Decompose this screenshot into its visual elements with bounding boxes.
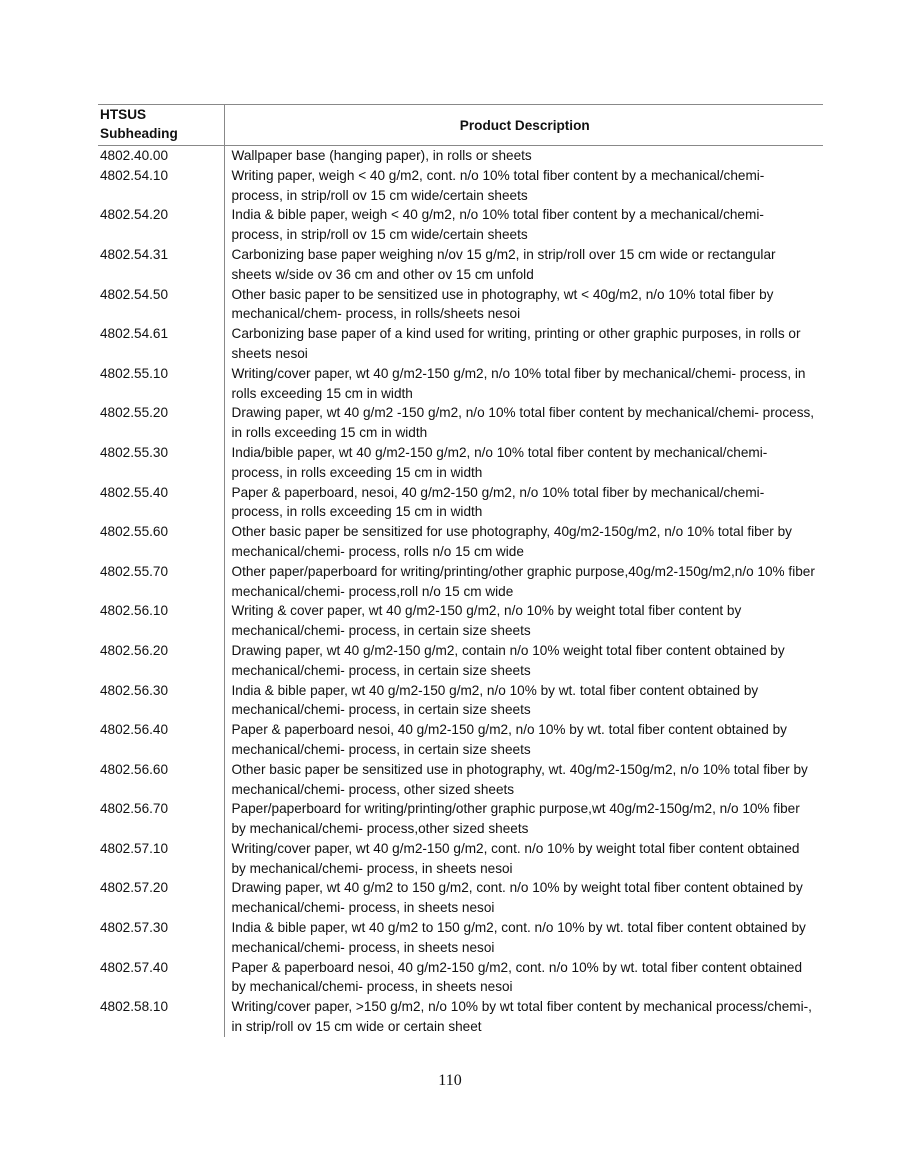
subheading-code: 4802.55.30 xyxy=(98,443,224,483)
subheading-code: 4802.56.30 xyxy=(98,681,224,721)
subheading-code: 4802.57.10 xyxy=(98,839,224,879)
table-row xyxy=(98,443,823,483)
table-row xyxy=(98,681,823,721)
product-description: Paper & paperboard, nesoi, 40 g/m2-150 g/m2, n/o 10% total fiber by mechanical/chemi- process, in rolls exceeding 15 cm in width xyxy=(231,484,765,520)
table-row xyxy=(98,146,823,166)
table-row xyxy=(98,562,823,602)
subheading-code: 4802.57.40 xyxy=(98,958,224,998)
table-header xyxy=(98,105,823,146)
product-description: India & bible paper, weigh < 40 g/m2, n/o 10% total fiber content by a mechanical/chemi- process, in strip/roll ov 15 cm wide/certain sheets xyxy=(231,207,764,243)
table-row xyxy=(98,522,823,562)
product-description: India & bible paper, wt 40 g/m2-150 g/m2, n/o 10% by wt. total fiber content obtained by mechanical/chemi- process, in certain size sheets xyxy=(231,682,759,718)
subheading-code: 4802.54.31 xyxy=(98,245,224,285)
table-row xyxy=(98,839,823,879)
subheading-code: 4802.55.40 xyxy=(98,483,224,523)
product-description: India & bible paper, wt 40 g/m2 to 150 g/m2, cont. n/o 10% by wt. total fiber content obtained by mechanical/chemi- process, in sheets nesoi xyxy=(231,920,806,955)
subheading-code: 4802.54.61 xyxy=(98,324,224,364)
product-description: Paper & paperboard nesoi, 40 g/m2-150 g/m2, n/o 10% by wt. total fiber content obtained by mechanical/chemi- process, in certain size sheets xyxy=(231,722,787,757)
table-row xyxy=(98,245,823,285)
product-description: Other basic paper be sensitized use in photography, wt. 40g/m2-150g/m2, n/o 10% total fiber by mechanical/chemi- process, other sized sheets xyxy=(231,761,808,797)
header-product-description: Product Description xyxy=(459,117,590,133)
table-row xyxy=(98,720,823,760)
product-description: Drawing paper, wt 40 g/m2 to 150 g/m2, cont. n/o 10% by weight total fiber content obtained by mechanical/chemi- process, in sheets nesoi xyxy=(231,880,803,916)
table-row xyxy=(98,403,823,443)
subheading-code: 4802.56.60 xyxy=(98,760,224,800)
table-row xyxy=(98,166,823,206)
subheading-code: 4802.57.20 xyxy=(98,878,224,918)
subheading-code: 4802.40.00 xyxy=(98,146,224,166)
product-description: Paper/paperboard for writing/printing/other graphic purpose,wt 40g/m2-150g/m2, n/o 10% fiber by mechanical/chemi- process,other sized sheets xyxy=(231,801,800,837)
product-description: Paper & paperboard nesoi, 40 g/m2-150 g/m2, cont. n/o 10% by wt. total fiber content obtained by mechanical/chemi- process, in sheets nesoi xyxy=(231,959,803,995)
subheading-code: 4802.55.10 xyxy=(98,364,224,404)
htsus-table xyxy=(98,104,823,1037)
subheading-code: 4802.56.70 xyxy=(98,799,224,839)
table-row xyxy=(98,997,823,1037)
subheading-code: 4802.56.20 xyxy=(98,641,224,681)
product-description: Drawing paper, wt 40 g/m2 -150 g/m2, n/o 10% total fiber content by mechanical/chemi- process, in rolls exceeding 15 cm in width xyxy=(231,405,815,441)
subheading-code: 4802.56.40 xyxy=(98,720,224,760)
subheading-code: 4802.55.70 xyxy=(98,562,224,602)
product-description: Other paper/paperboard for writing/printing/other graphic purpose,40g/m2-150g/m2,n/o 10% fiber mechanical/chemi- process,roll n/o 15 cm wide xyxy=(231,563,815,599)
product-description: Wallpaper base (hanging paper), in rolls or sheets xyxy=(231,148,532,163)
table-row xyxy=(98,760,823,800)
table-row xyxy=(98,601,823,641)
subheading-code: 4802.54.50 xyxy=(98,285,224,325)
product-description: Writing/cover paper, >150 g/m2, n/o 10% by wt total fiber content by mechanical process/chemi-, in strip/roll ov 15 cm wide or certain sheet xyxy=(231,999,812,1035)
table-row xyxy=(98,958,823,998)
product-description: Other basic paper be sensitized for use photography, 40g/m2-150g/m2, n/o 10% total fiber by mechanical/chemi- process, rolls n/o 15 cm wide xyxy=(231,524,792,559)
product-description: Writing/cover paper, wt 40 g/m2-150 g/m2, cont. n/o 10% by weight total fiber content obtained by mechanical/chemi- process, in sheets nesoi xyxy=(231,840,800,876)
header-htsus-subheading: HTSUS Subheading xyxy=(98,105,224,146)
table-row xyxy=(98,878,823,918)
product-description: Other basic paper to be sensitized use in photography, wt < 40g/m2, n/o 10% total fiber by mechanical/chem- process, in rolls/sheets nesoi xyxy=(231,286,774,322)
product-description: Writing/cover paper, wt 40 g/m2-150 g/m2, n/o 10% total fiber by mechanical/chemi- process, in rolls exceeding 15 cm in width xyxy=(231,365,806,401)
table-row xyxy=(98,799,823,839)
table-row xyxy=(98,285,823,325)
subheading-code: 4802.57.30 xyxy=(98,918,224,958)
table-row xyxy=(98,483,823,523)
product-description: Carbonizing base paper of a kind used for writing, printing or other graphic purposes, in rolls or sheets nesoi xyxy=(231,326,801,361)
subheading-code: 4802.55.20 xyxy=(98,403,224,443)
product-description: Carbonizing base paper weighing n/ov 15 g/m2, in strip/roll over 15 cm wide or rectangular sheets w/side ov 36 cm and other ov 15 cm unfold xyxy=(231,246,776,282)
subheading-code: 4802.56.10 xyxy=(98,601,224,641)
product-description: Drawing paper, wt 40 g/m2-150 g/m2, contain n/o 10% weight total fiber content obtained by mechanical/chemi- process, in certain size sheets xyxy=(231,642,785,678)
table-row xyxy=(98,641,823,681)
subheading-code: 4802.55.60 xyxy=(98,522,224,562)
table-row xyxy=(98,364,823,404)
subheading-code: 4802.54.10 xyxy=(98,166,224,206)
table-row xyxy=(98,324,823,364)
product-description: India/bible paper, wt 40 g/m2-150 g/m2, n/o 10% total fiber content by mechanical/chemi- process, in rolls exceeding 15 cm in width xyxy=(231,444,768,480)
table-row xyxy=(98,205,823,245)
product-description: Writing paper, weigh < 40 g/m2, cont. n/o 10% total fiber content by a mechanical/chemi- process, in strip/roll ov 15 cm wide/certain sheets xyxy=(231,167,765,203)
table-body xyxy=(98,146,823,1037)
table-row xyxy=(98,918,823,958)
product-description: Writing & cover paper, wt 40 g/m2-150 g/m2, n/o 10% by weight total fiber content by mechanical/chemi- process, in certain size sheets xyxy=(231,603,742,639)
page-number: 110 xyxy=(438,1072,462,1089)
document-page xyxy=(98,104,823,1037)
subheading-code: 4802.58.10 xyxy=(98,997,224,1037)
subheading-code: 4802.54.20 xyxy=(98,205,224,245)
